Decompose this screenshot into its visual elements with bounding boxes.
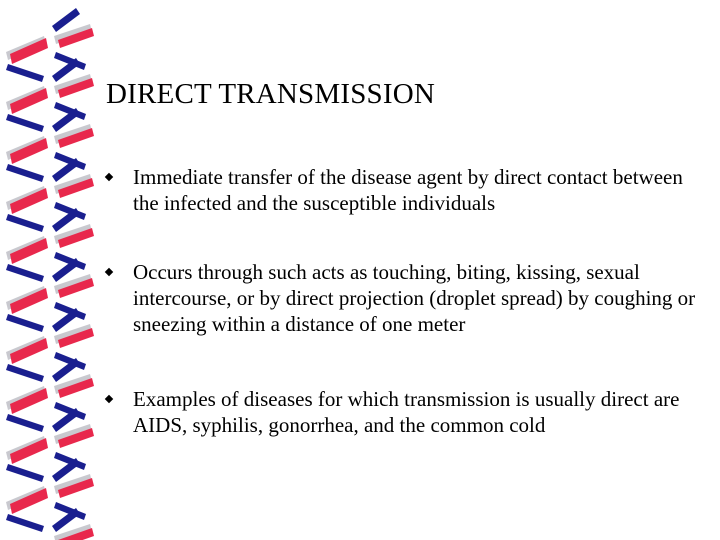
spiral-segment [6, 364, 44, 382]
spiral-segment [52, 8, 80, 32]
spiral-segment [6, 414, 44, 432]
bullet-item [106, 259, 706, 337]
bullet-text: Immediate transfer of the disease agent by direct contact between the infected and the susceptible individuals [133, 165, 683, 215]
slide-title: DIRECT TRANSMISSION [106, 78, 436, 110]
bullet-item [106, 164, 706, 216]
decorative-spiral-border [0, 0, 100, 540]
spiral-segment [6, 264, 44, 282]
bullet-text: Examples of diseases for which transmission is usually direct are AIDS, syphilis, gonorrhea, and the common cold [133, 387, 680, 437]
spiral-segment [6, 214, 44, 232]
bullet-diamond-icon [105, 173, 113, 181]
spiral-segment [6, 164, 44, 182]
spiral-segment [6, 64, 44, 82]
bullet-text: Occurs through such acts as touching, biting, kissing, sexual intercourse, or by direct projection (droplet spread) by coughing or sneezing within a distance of one meter [133, 260, 696, 336]
bullet-diamond-icon [105, 395, 113, 403]
bullet-item [106, 386, 706, 438]
spiral-segment [6, 514, 44, 532]
spiral-segment [6, 464, 44, 482]
spiral-segment [6, 114, 44, 132]
spiral-segment [6, 314, 44, 332]
bullet-diamond-icon [105, 268, 113, 276]
